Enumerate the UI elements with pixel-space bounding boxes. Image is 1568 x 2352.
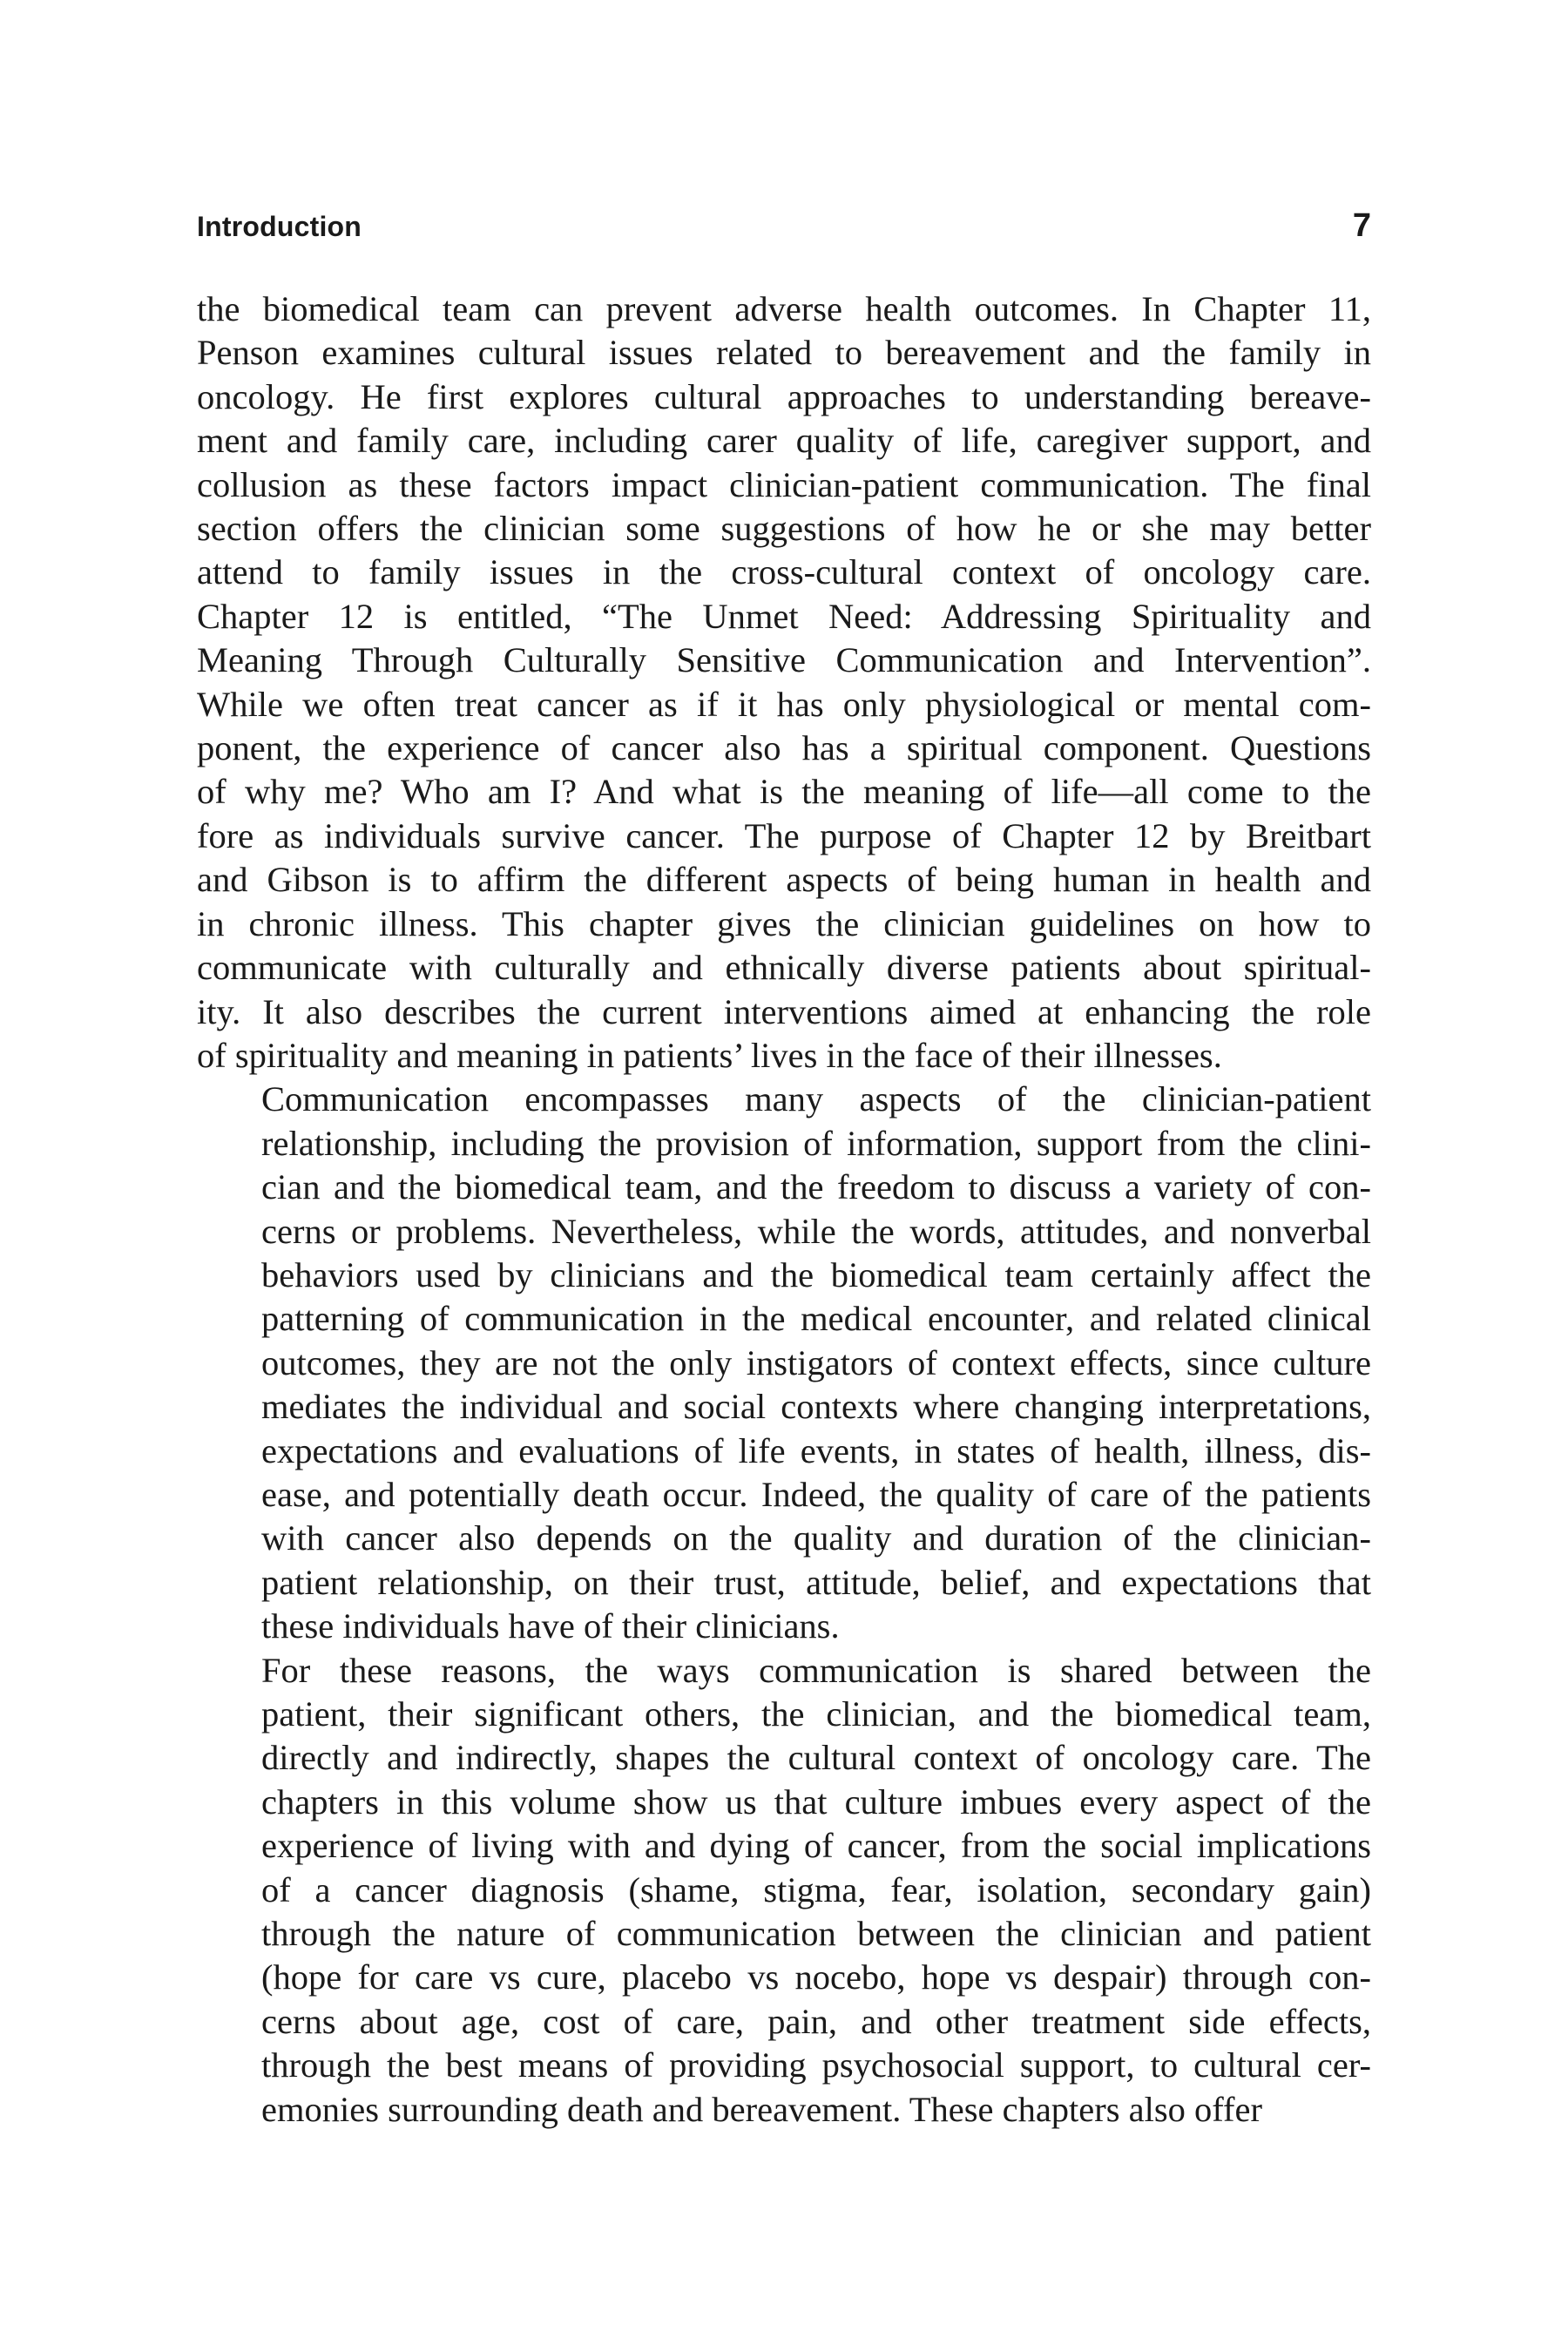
text-line: attend to family issues in the cross-cultural context of oncology care. [197, 552, 1371, 592]
text-line: directly and indirectly, shapes the cultural context of oncology care. The [261, 1738, 1371, 1778]
paragraph [197, 1649, 1371, 2132]
text-line: communicate with culturally and ethnically diverse patients about spiritual- [197, 948, 1371, 988]
text-line: ity. It also describes the current interventions aimed at enhancing the role [197, 991, 1371, 1031]
text-line: collusion as these factors impact clinician-patient communication. The final [197, 464, 1371, 504]
text-line: through the nature of communication between the clinician and patient [261, 1914, 1371, 1954]
text-line: and Gibson is to affirm the different aspects of being human in health and [197, 860, 1371, 900]
text-line: patient, their significant others, the clinician, and the biomedical team, [261, 1694, 1371, 1734]
text-line: section offers the clinician some suggestions of how he or she may better [197, 509, 1371, 549]
page-number: 7 [1352, 207, 1371, 244]
text-line: through the best means of providing psychosocial support, to cultural cer- [261, 2045, 1371, 2085]
text-line: outcomes, they are not the only instigators of context effects, since culture [261, 1342, 1371, 1382]
text-line: of spirituality and meaning in patients’ lives in the face of their illnesses. [197, 1035, 1222, 1075]
text-line: the biomedical team can prevent adverse health outcomes. In Chapter 11, [197, 289, 1371, 328]
text-line: behaviors used by clinicians and the biomedical team certainly affect the [261, 1254, 1371, 1294]
paragraph [197, 287, 1371, 1078]
text-line: with cancer also depends on the quality and duration of the clinician- [261, 1518, 1371, 1558]
text-line: in chronic illness. This chapter gives the clinician guidelines on how to [197, 903, 1371, 943]
text-line: these individuals have of their clinicians. [261, 1606, 840, 1646]
text-line: For these reasons, the ways communication is shared between the [261, 1650, 1371, 1690]
text-line: Meaning Through Culturally Sensitive Communication and Intervention”. [197, 640, 1371, 680]
text-line: ease, and potentially death occur. Indeed, the quality of care of the patients [261, 1474, 1371, 1514]
text-line: Communication encompasses many aspects of the clinician-patient [261, 1079, 1371, 1119]
running-head [197, 202, 1371, 251]
text-line: cian and the biomedical team, and the freedom to discuss a variety of con- [261, 1167, 1371, 1207]
paragraph [197, 1078, 1371, 1648]
text-line: oncology. He first explores cultural approaches to understanding bereave- [197, 376, 1371, 416]
text-line: emonies surrounding death and bereavement. These chapters also offer [261, 2089, 1262, 2129]
text-line: relationship, including the provision of information, support from the clini- [261, 1123, 1371, 1163]
text-line: cerns or problems. Nevertheless, while the words, attitudes, and nonverbal [261, 1211, 1371, 1251]
text-line: fore as individuals survive cancer. The purpose of Chapter 12 by Breitbart [197, 815, 1371, 855]
text-line: Chapter 12 is entitled, “The Unmet Need: Addressing Spirituality and [197, 596, 1371, 636]
text-line: of why me? Who am I? And what is the meaning of life—all come to the [197, 772, 1371, 812]
text-line: (hope for care vs cure, placebo vs nocebo, hope vs despair) through con- [261, 1957, 1371, 1997]
text-line: cerns about age, cost of care, pain, and other treatment side effects, [261, 2001, 1371, 2041]
text-line: expectations and evaluations of life events, in states of health, illness, dis- [261, 1430, 1371, 1470]
text-line: of a cancer diagnosis (shame, stigma, fear, isolation, secondary gain) [261, 1869, 1371, 1909]
running-title: Introduction [197, 211, 362, 242]
text-line: chapters in this volume show us that culture imbues every aspect of the [261, 1781, 1371, 1821]
text-line: patient relationship, on their trust, attitude, belief, and expectations that [261, 1562, 1371, 1602]
text-line: Penson examines cultural issues related to bereavement and the family in [197, 333, 1371, 373]
text-line: While we often treat cancer as if it has only physiological or mental com- [197, 684, 1371, 724]
body-text [197, 287, 1371, 2132]
text-line: ponent, the experience of cancer also has a spiritual component. Questions [197, 728, 1371, 768]
text-line: ment and family care, including carer quality of life, caregiver support, and [197, 421, 1371, 461]
text-line: mediates the individual and social contexts where changing interpretations, [261, 1387, 1371, 1427]
text-line: experience of living with and dying of cancer, from the social implications [261, 1826, 1371, 1866]
text-line: patterning of communication in the medical encounter, and related clinical [261, 1299, 1371, 1339]
